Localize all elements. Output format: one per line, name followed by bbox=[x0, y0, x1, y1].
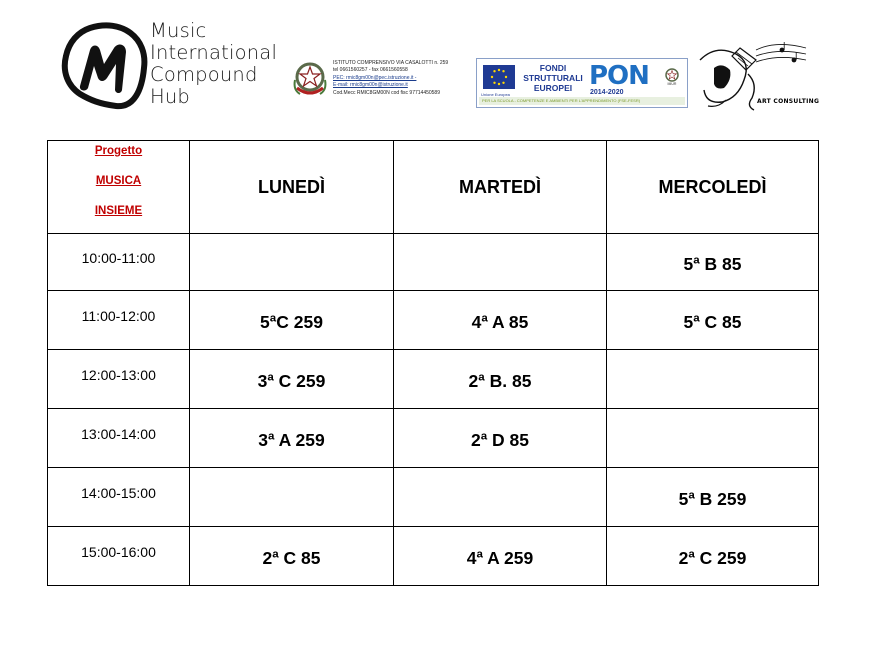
class-cell bbox=[607, 350, 819, 409]
mich-line: Compound bbox=[150, 63, 258, 86]
mich-line: International bbox=[150, 41, 278, 64]
time-slot: 14:00-15:00 bbox=[48, 468, 190, 527]
class-cell: 4ª A 259 bbox=[394, 527, 607, 586]
project-title-cell bbox=[48, 141, 190, 234]
day-header-tuesday: MARTEDÌ bbox=[394, 141, 607, 234]
table-row bbox=[48, 234, 819, 291]
eu-label: Unione Europea bbox=[481, 92, 510, 97]
time-slot: 12:00-13:00 bbox=[48, 350, 190, 409]
class-cell bbox=[394, 468, 607, 527]
class-cell: 5ªC 259 bbox=[190, 291, 394, 350]
day-header-wednesday: MERCOLEDÌ bbox=[607, 141, 819, 234]
class-cell: 5ª C 85 bbox=[607, 291, 819, 350]
miur-emblem-icon bbox=[663, 66, 681, 86]
class-cell bbox=[394, 234, 607, 291]
class-cell: 2ª B. 85 bbox=[394, 350, 607, 409]
class-cell: 2ª C 85 bbox=[190, 527, 394, 586]
project-label: MUSICA bbox=[95, 175, 142, 187]
mich-wordmark bbox=[150, 20, 277, 108]
eu-flag-icon bbox=[483, 65, 515, 89]
page-header bbox=[0, 0, 875, 140]
class-cell: 2ª D 85 bbox=[394, 409, 607, 468]
pon-years: 2014-2020 bbox=[590, 89, 624, 96]
republic-emblem-icon bbox=[290, 58, 330, 100]
fondi-line: FONDI bbox=[539, 63, 567, 73]
class-cell bbox=[607, 409, 819, 468]
time-slot: 15:00-16:00 bbox=[48, 527, 190, 586]
school-info bbox=[333, 60, 448, 97]
fondi-line: STRUTTURALI bbox=[523, 73, 583, 83]
class-cell: 5ª B 259 bbox=[607, 468, 819, 527]
class-cell: 2ª C 259 bbox=[607, 527, 819, 586]
school-email: E-mail: rmic8gm00n@istruzione.it bbox=[333, 82, 408, 89]
class-cell bbox=[190, 234, 394, 291]
project-label: Progetto bbox=[94, 145, 143, 157]
project-label: INSIEME bbox=[94, 205, 143, 217]
school-phone: tel 0661560257 - fax 0661560558 bbox=[333, 67, 408, 74]
schedule-table bbox=[47, 140, 819, 586]
class-cell: 3ª A 259 bbox=[190, 409, 394, 468]
table-row bbox=[48, 350, 819, 409]
class-cell: 3ª C 259 bbox=[190, 350, 394, 409]
mich-line: Music bbox=[150, 19, 207, 42]
school-codes: Cod.Mecc RMIC8GM00N cod fisc 97714450589 bbox=[333, 89, 440, 96]
table-header-row bbox=[48, 141, 819, 234]
mich-line: Hub bbox=[150, 85, 190, 108]
art-consulting-label: ART CONSULTING bbox=[757, 98, 820, 105]
table-row bbox=[48, 409, 819, 468]
fondi-text bbox=[519, 63, 587, 93]
time-slot: 10:00-11:00 bbox=[48, 234, 190, 291]
miur-label: MIUR bbox=[667, 82, 677, 86]
school-name: ISTITUTO COMPRENSIVO VIA CASALOTTI n. 259 bbox=[333, 60, 449, 66]
pon-wordmark: PON bbox=[589, 61, 649, 91]
table-row bbox=[48, 468, 819, 527]
pon-banner bbox=[476, 58, 688, 108]
pon-strip: PER LA SCUOLA - COMPETENZE E AMBIENTI PER L'APPRENDIMENTO (FSE-FESR) bbox=[479, 97, 685, 105]
school-pec: PEC: rmic8gm00n@pec.istruzione.it - bbox=[333, 74, 417, 81]
class-cell bbox=[190, 468, 394, 527]
time-slot: 13:00-14:00 bbox=[48, 409, 190, 468]
day-header-monday: LUNEDÌ bbox=[190, 141, 394, 234]
mich-logo-icon bbox=[60, 20, 150, 110]
table-row bbox=[48, 527, 819, 586]
table-row bbox=[48, 291, 819, 350]
fondi-line: EUROPEI bbox=[533, 83, 573, 93]
time-slot: 11:00-12:00 bbox=[48, 291, 190, 350]
class-cell: 5ª B 85 bbox=[607, 234, 819, 291]
class-cell: 4ª A 85 bbox=[394, 291, 607, 350]
